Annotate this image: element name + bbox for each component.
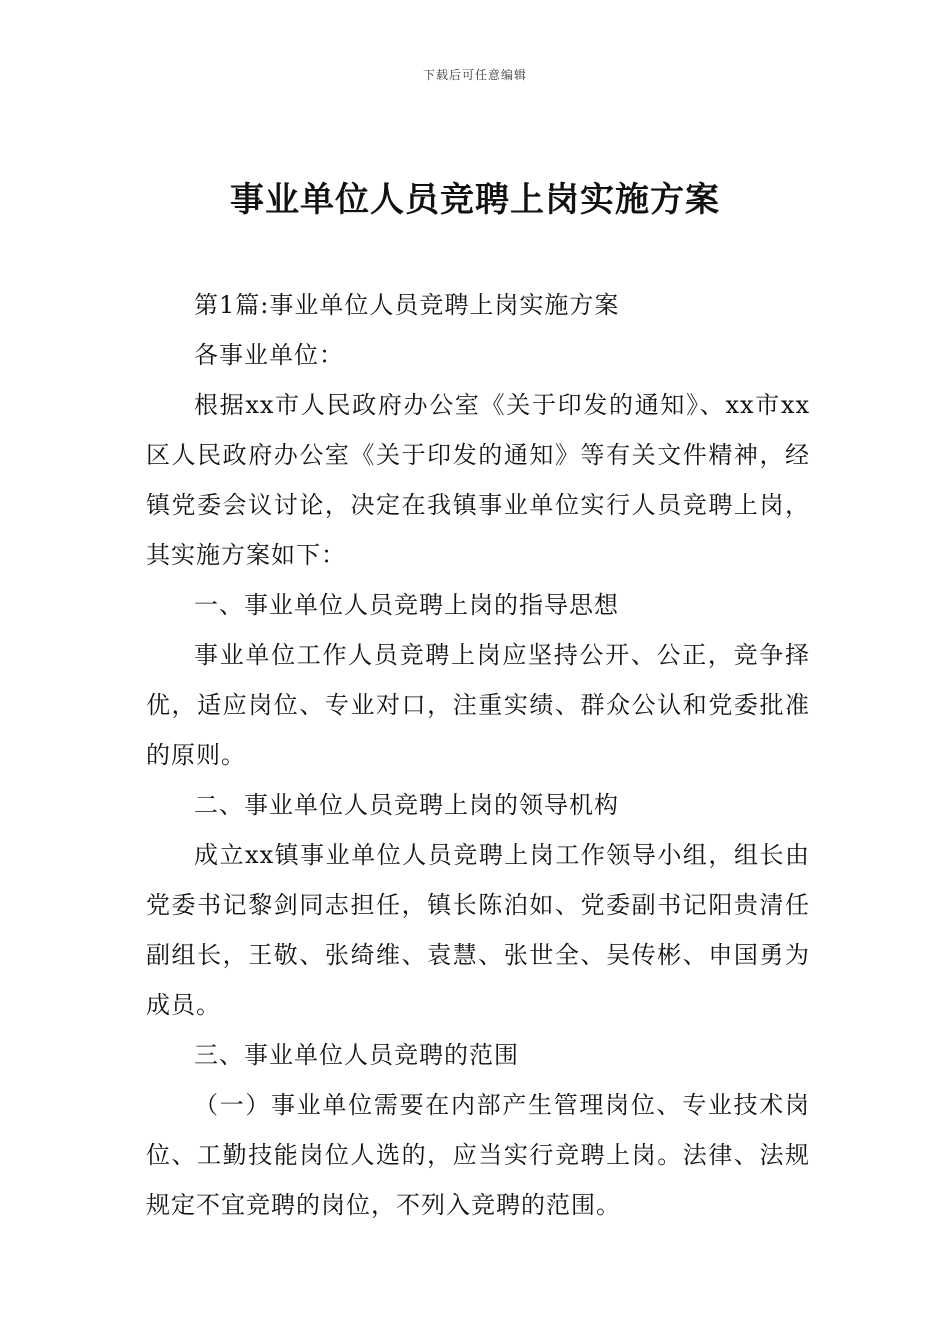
section-heading-scope: 三、事业单位人员竞聘的范围	[194, 1041, 519, 1069]
paragraph-chapter-heading: 第1篇:事业单位人员竞聘上岗实施方案	[194, 291, 620, 319]
paragraph-scope-item-1: （一）事业单位需要在内部产生管理岗位、专业技术岗位、工勤技能岗位人选的，应当实行竞聘上岗。法律、法规规定不宜竞聘的岗位，不列入竞聘的范围。	[146, 1091, 810, 1219]
section-heading-leadership: 二、事业单位人员竞聘上岗的领导机构	[194, 791, 619, 819]
document-title: 事业单位人员竞聘上岗实施方案	[230, 180, 720, 220]
paragraph-leadership: 成立xx镇事业单位人员竞聘上岗工作领导小组，组长由党委书记黎剑同志担任，镇长陈泊如、党委副书记阳贵清任副组长，王敬、张绮维、袁慧、张世全、吴传彬、申国勇为成员。	[146, 841, 810, 1019]
paragraph-salutation: 各事业单位：	[194, 341, 344, 369]
document-body	[146, 280, 810, 1230]
section-heading-guiding-ideology: 一、事业单位人员竞聘上岗的指导思想	[194, 591, 619, 619]
paragraph-introduction: 根据xx市人民政府办公室《关于印发的通知》、xx市xx区人民政府办公室《关于印发的通知》等有关文件精神，经镇党委会议讨论，决定在我镇事业单位实行人员竞聘上岗，其实施方案如下：	[146, 391, 810, 569]
page-header-note: 下载后可任意编辑	[422, 68, 527, 82]
paragraph-guiding-ideology: 事业单位工作人员竞聘上岗应坚持公开、公正，竞争择优，适应岗位、专业对口，注重实绩、群众公认和党委批准的原则。	[146, 641, 810, 769]
